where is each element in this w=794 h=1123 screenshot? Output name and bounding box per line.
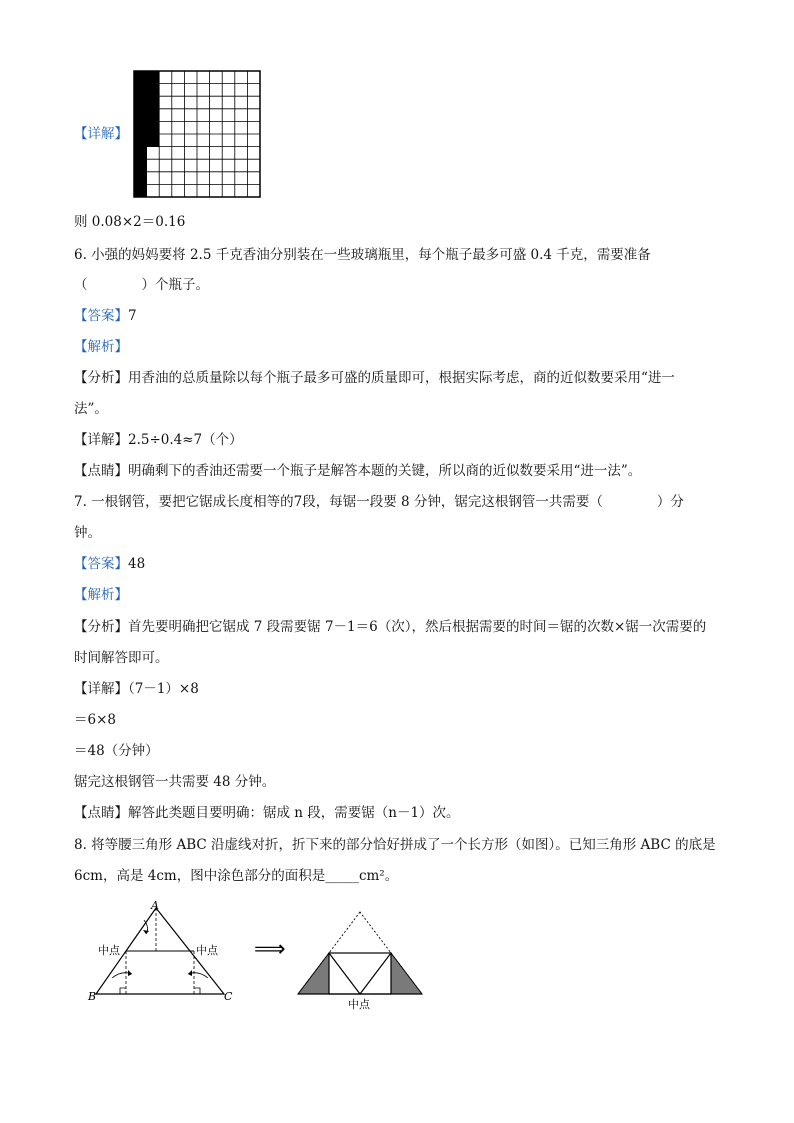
q7-dianjing-row — [74, 804, 460, 822]
answer-value: 7 — [128, 308, 137, 324]
q6-answer-row — [74, 307, 137, 325]
q6-dianjing-row — [74, 462, 641, 480]
q7-analysis-row — [74, 586, 128, 604]
q7-text-2: 钟。 — [74, 525, 101, 541]
triangle-fold-svg — [84, 898, 434, 1013]
answer-value: 48 — [128, 556, 146, 572]
detail-text: （7－1）×8 — [128, 681, 199, 697]
q7-text-1: 7. 一根钢管，要把它锯成长度相等的7段，每锯一段要 8 分钟，锯完这根钢管一共需要（ ）分 — [74, 494, 684, 510]
q7-answer-row — [74, 555, 145, 573]
analysis-label: 【解析】 — [74, 587, 128, 603]
dianjing-text: 解答此类题目要明确：锯成 n 段，需要锯（n－1）次。 — [128, 805, 460, 821]
answer-label: 【答案】 — [74, 556, 128, 572]
fenxi-text: 首先要明确把它锯成 7 段需要锯 7－1＝6（次），然后根据需要的时间＝锯的次数×锯一次需要的 — [128, 619, 707, 635]
fenxi-text: 用香油的总质量除以每个瓶子最多可盛的质量即可，根据实际考虑，商的近似数要采用“进一 — [128, 370, 675, 386]
q7-detail-row-3: ＝48（分钟） — [74, 743, 159, 759]
detail-label-text: 【详解】 — [74, 126, 128, 142]
label-a: A — [151, 899, 159, 912]
q7-conclusion: 锯完这根钢管一共需要 48 分钟。 — [74, 774, 276, 790]
q7-fenxi-row-2: 时间解答即可。 — [74, 650, 169, 666]
hundred-grid-figure — [133, 70, 261, 202]
answer-label: 【答案】 — [74, 308, 128, 324]
q8-text-2: 6cm，高是 4cm，图中涂色部分的面积是_____cm²。 — [74, 868, 399, 884]
triangle-fold-figure — [84, 898, 434, 1017]
hundred-grid-svg — [133, 70, 261, 198]
q6-text-2: （ ）个瓶子。 — [74, 277, 209, 293]
fenxi-label: 【分析】 — [74, 370, 128, 386]
label-mid-bottom: 中点 — [348, 998, 370, 1011]
analysis-label: 【解析】 — [74, 339, 128, 355]
q7-fenxi-row — [74, 618, 706, 636]
shaded-left-piece — [298, 953, 329, 994]
q6-fenxi-row — [74, 369, 675, 387]
label-b: B — [88, 990, 97, 1003]
label-mid-right: 中点 — [196, 944, 218, 957]
q6-text-1: 6. 小强的妈妈要将 2.5 千克香油分别装在一些玻璃瓶里，每个瓶子最多可盛 0.4 千克，需要准备 — [74, 247, 651, 263]
transform-arrow-icon: ⟹ — [254, 937, 286, 962]
shaded-right-piece — [391, 953, 422, 994]
q7-detail-row — [74, 680, 199, 698]
q7-detail-row-2: ＝6×8 — [74, 712, 116, 728]
dianjing-label: 【点睛】 — [74, 463, 128, 479]
q6-detail-row — [74, 431, 243, 449]
q8-text-1: 8. 将等腰三角形 ABC 沿虚线对折，折下来的部分恰好拼成了一个长方形（如图）。已知三角形 ABC 的底是 — [74, 837, 716, 853]
label-mid-left: 中点 — [98, 944, 120, 957]
detail-text: 2.5÷0.4≈7（个） — [128, 432, 243, 448]
q6-fenxi-row-2: 法”。 — [74, 401, 108, 417]
detail-label — [74, 125, 128, 143]
dianjing-label: 【点睛】 — [74, 805, 128, 821]
dianjing-text: 明确剩下的香油还需要一个瓶子是解答本题的关键，所以商的近似数要采用“进一法”。 — [128, 463, 642, 479]
q6-analysis-row — [74, 338, 128, 356]
detail-label: 【详解】 — [74, 432, 128, 448]
rectangle — [329, 953, 391, 994]
calc-line: 则 0.08×2＝0.16 — [74, 214, 186, 230]
detail-label: 【详解】 — [74, 681, 128, 697]
inner-v — [329, 953, 391, 994]
label-c: C — [224, 990, 233, 1003]
fenxi-label: 【分析】 — [74, 619, 128, 635]
